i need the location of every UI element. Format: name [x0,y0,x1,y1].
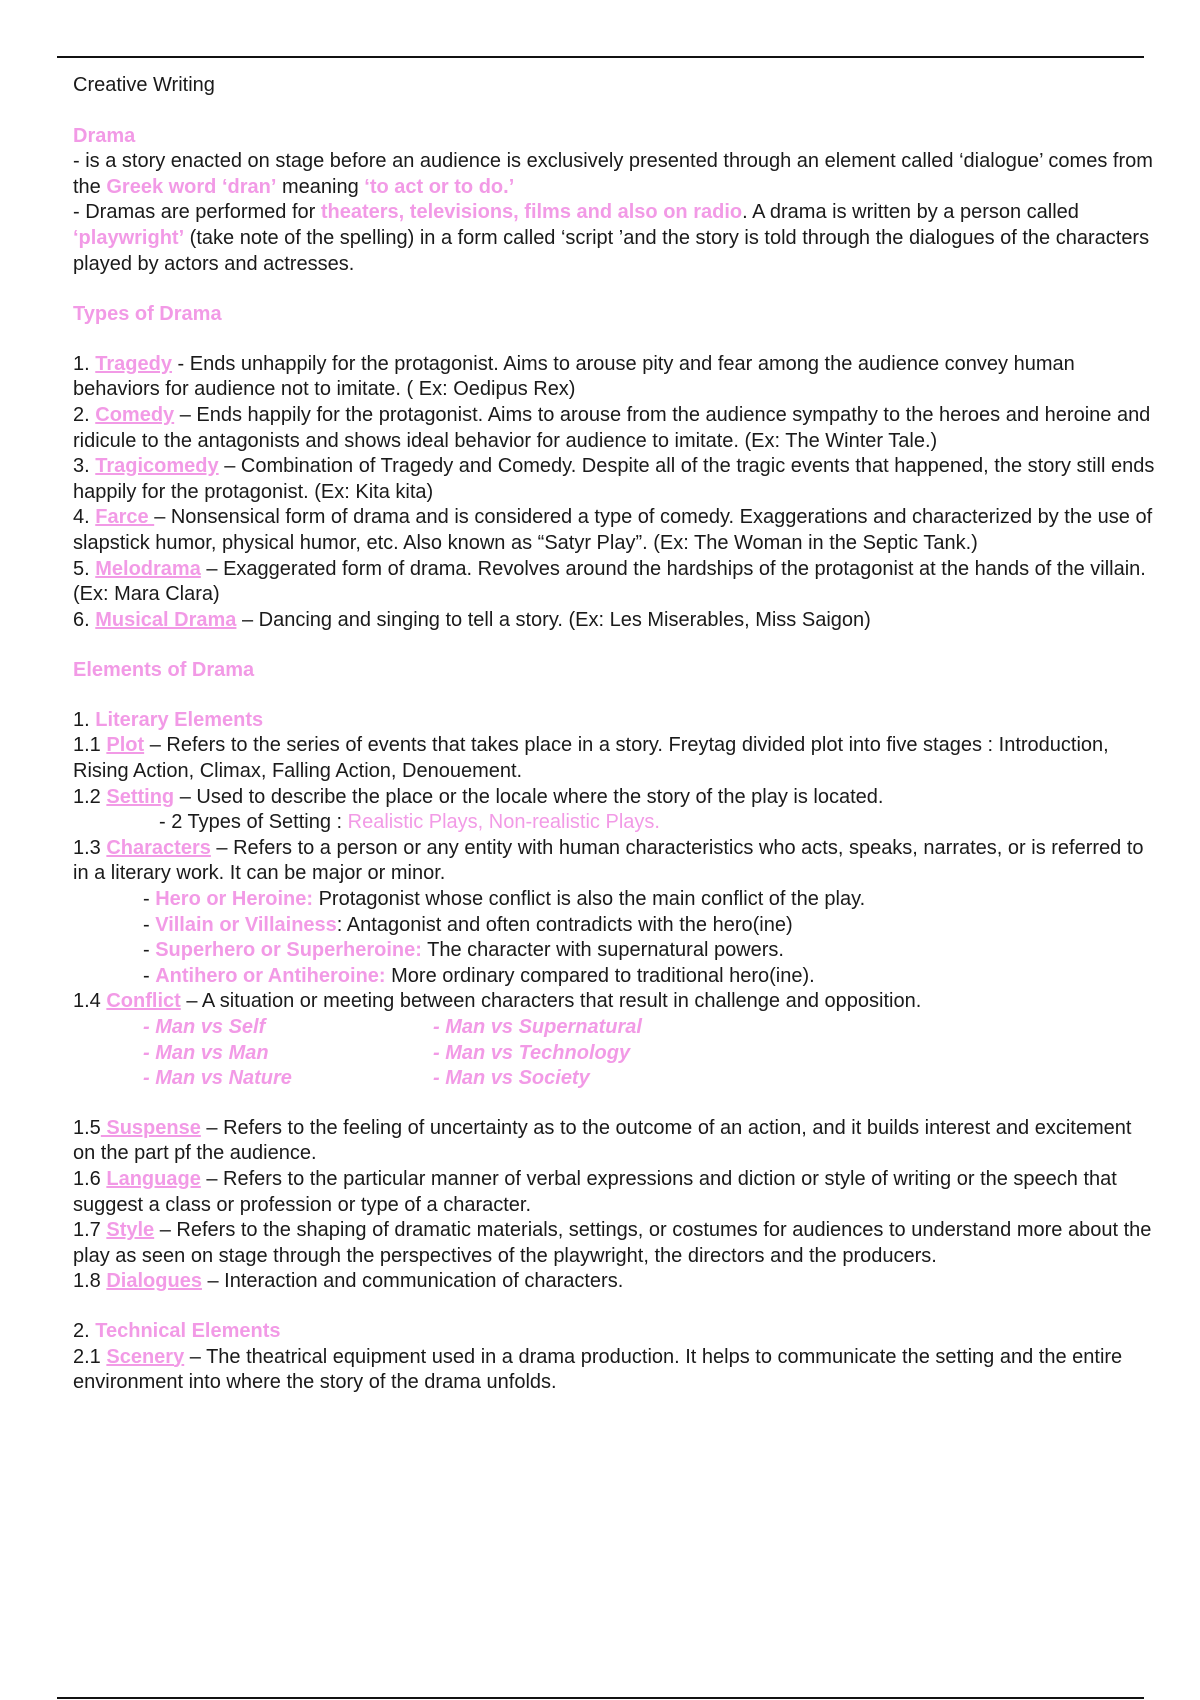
term-plot: Plot [106,734,145,757]
term-dialogues: Dialogues [106,1270,202,1293]
list-item: 2. Comedy – Ends happily for the protagonist. Aims to arouse from the audience sympathy to the heroes and heroine and ridicule to the antagonists and shows ideal behavior for audience to imitate. (Ex: The Winter Tale.) [73,403,1151,452]
setting-item: 1.2 Setting – Used to describe the place or the locale where the story of the play is located. [73,785,884,808]
term-setting: Setting [106,785,175,808]
dialogues-item: 1.8 Dialogues – Interaction and communication of characters. [73,1270,624,1293]
conflict-item: 1.4 Conflict – A situation or meeting between characters that result in challenge and opposition. [73,990,922,1013]
character-type: - Superhero or Superheroine: The character with supernatural powers. [143,939,784,962]
types-heading: Types of Drama [73,303,222,326]
character-type: - Villain or Villainess: Antagonist and often contradicts with the hero(ine) [143,913,793,936]
language-item: 1.6 Language – Refers to the particular manner of verbal expressions and diction or style of writing or the speech that suggest a class or profession or type of a character. [73,1167,1117,1216]
conflict-types [73,1015,1158,1092]
plot-item: 1.1 Plot – Refers to the series of events that takes place in a story. Freytag divided plot into five stages : Introduction, Rising Action, Climax, Falling Action, Denouement. [73,734,1109,783]
list-item: 3. Tragicomedy – Combination of Tragedy and Comedy. Despite all of the tragic events that happened, the story still ends happily for the protagonist. (Ex: Kita kita) [73,455,1155,503]
scenery-item: 2.1 Scenery – The theatrical equipment used in a drama production. It helps to communicate the setting and the entire environment into where the story of the drama unfolds. [73,1345,1123,1394]
suspense-item: 1.5 Suspense – Refers to the feeling of uncertainty as to the outcome of an action, and it builds interest and excitement on the part pf the audience. [73,1116,1132,1165]
character-type: - Hero or Heroine: Protagonist whose conflict is also the main conflict of the play. [143,888,866,911]
term-suspense: Suspense [100,1116,201,1139]
setting-types: - 2 Types of Setting : Realistic Plays, Non-realistic Plays. [159,811,660,834]
elements-heading: Elements of Drama [73,659,255,682]
term-conflict: Conflict [106,990,181,1013]
list-item: 5. Melodrama – Exaggerated form of drama. Revolves around the hardships of the protagonist at the hands of the villain. (Ex: Mara Clara) [73,557,1146,606]
term-style: Style [106,1219,155,1242]
list-item: 6. Musical Drama – Dancing and singing to tell a story. (Ex: Les Miserables, Miss Saigon) [73,608,871,631]
media-term: theaters, televisions, films and also on radio [320,201,743,224]
technical-elements-heading: 2. Technical Elements [73,1319,281,1342]
doc-title: Creative Writing [73,74,215,96]
top-rule [57,56,1144,58]
character-type: - Antihero or Antiheroine: More ordinary compared to traditional hero(ine). [143,964,815,987]
meaning-term: ‘to act or to do.’ [364,175,515,198]
list-item: 1. Tragedy - Ends unhappily for the protagonist. Aims to arouse pity and fear among the audience convey human behaviors for audience not to imitate. ( Ex: Oedipus Rex) [73,352,1075,401]
term-musical-drama: Musical Drama [95,608,237,631]
characters-item: 1.3 Characters – Refers to a person or any entity with human characteristics who acts, speaks, narrates, or is referred to in a literary work. It can be major or minor. [73,836,1144,885]
list-item: 4. Farce – Nonsensical form of drama and is considered a type of comedy. Exaggerations and characterized by the use of slapstick humor, physical humor, etc. Also known as “Satyr Play”. (Ex: The Woman in the Septic Tank.) [73,506,1153,554]
drama-paragraph-1: - is a story enacted on stage before an audience is exclusively presented through an element called ‘dialogue’ comes from the Greek word ‘dran’ meaning ‘to act or to do.’ [73,150,1153,198]
term-characters: Characters [106,836,211,859]
term-comedy: Comedy [95,403,175,426]
document-body [73,66,1158,1396]
term-tragicomedy: Tragicomedy [95,455,219,478]
bottom-rule [57,1697,1144,1699]
term-melodrama: Melodrama [95,557,201,580]
term-tragedy: Tragedy [95,352,172,375]
drama-heading: Drama [73,124,136,147]
literary-elements-heading: 1. Literary Elements [73,708,264,731]
term-language: Language [106,1167,201,1190]
conflict-row: - Man vs Self - Man vs Supernatural [143,1016,642,1038]
playwright-term: ‘playwright’ [73,226,185,249]
term-scenery: Scenery [106,1345,185,1368]
drama-paragraph-2: - Dramas are performed for theaters, televisions, films and also on radio. A drama is written by a person called ‘playwright’ (take note of the spelling) in a form called ‘script ’and the story is told through the dialogues of the characters played by actors and actresses. [73,201,1150,275]
types-list [73,352,1158,634]
style-item: 1.7 Style – Refers to the shaping of dramatic materials, settings, or costumes for audiences to understand more about the play as seen on stage through the perspectives of the playwright, the directors and the producers. [73,1219,1152,1267]
conflict-row: - Man vs Man - Man vs Technology [143,1041,631,1064]
term-farce: Farce [95,506,155,529]
conflict-row: - Man vs Nature - Man vs Society [143,1067,590,1090]
greek-word: Greek word ‘dran’ [106,175,277,198]
